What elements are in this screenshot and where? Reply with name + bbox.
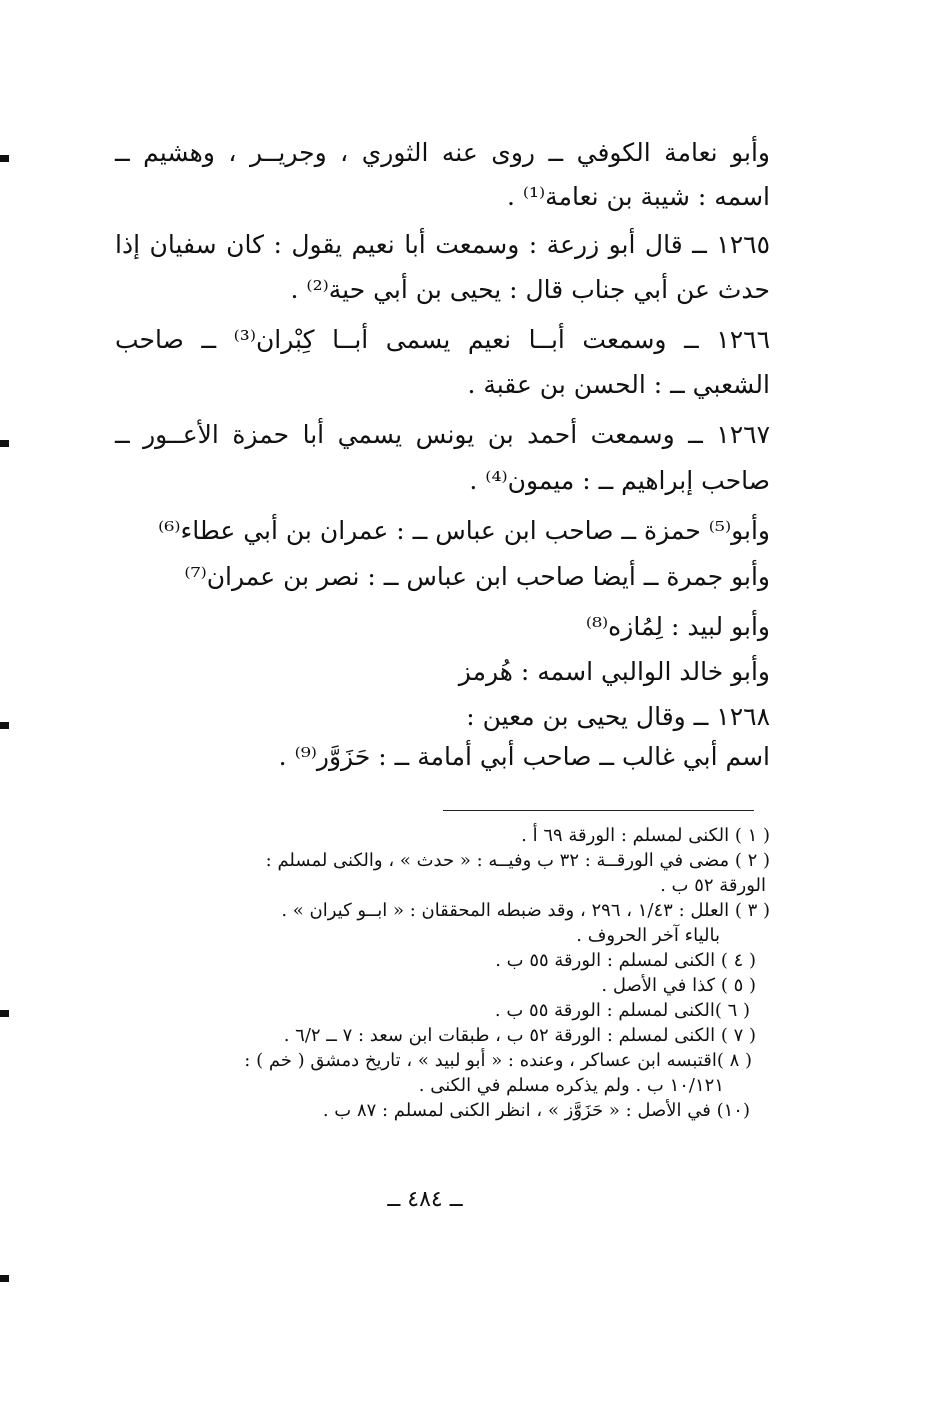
text-line: وأبو خالد الوالبي اسمه : هُرمز — [458, 657, 770, 686]
margin-mark — [0, 155, 9, 162]
footnote-line: بالياء آخر الحروف . — [576, 925, 720, 946]
text-line: الشعبي ــ : الحسن بن عقبة . — [467, 370, 770, 399]
text-line: وأبو جمرة ــ أيضا صاحب ابن عباس ــ : نصر بن عمران⁽⁷⁾ — [184, 562, 770, 591]
footnote-line: ( ٨ )اقتبسه ابن عساكر ، وعنده : « أبو لبيد » ، تاريخ دمشق ( خم ) : — [244, 1050, 752, 1071]
footnote-line: الورقة ٥٢ ب . — [660, 875, 766, 896]
margin-mark — [0, 440, 9, 447]
text-line: اسمه : شيبة بن نعامة⁽¹⁾ . — [506, 182, 770, 211]
footnote-line: ( ٥ ) كذا في الأصل . — [601, 975, 756, 996]
footnote-line: ( ٦ )الكنى لمسلم : الورقة ٥٥ ب . — [494, 1000, 750, 1021]
margin-mark — [0, 722, 9, 729]
footnote-separator — [443, 810, 754, 811]
margin-mark — [0, 1010, 9, 1017]
footnote-line: ١٠/١٢١ ب . ولم يذكره مسلم في الكنى . — [418, 1075, 724, 1096]
page-number: ــ ٤٨٤ ــ — [387, 1187, 463, 1212]
text-line: وأبو لبيد : لِمُازه⁽⁸⁾ — [585, 612, 770, 641]
footnote-line: ( ٧ ) الكنى لمسلم : الورقة ٥٢ ب ، طبقات ابن سعد : ٧ ــ ٦/٢ . — [283, 1025, 756, 1046]
footnote-line: ( ٤ ) الكنى لمسلم : الورقة ٥٥ ب . — [495, 950, 756, 971]
text-line: وأبو⁽⁵⁾ حمزة ــ صاحب ابن عباس ــ : عمران بن أبي عطاء⁽⁶⁾ — [158, 516, 770, 545]
text-line: ١٢٦٦ ــ وسمعت أبــا نعيم يسمى أبــا كِبْران⁽³⁾ ــ صاحب — [115, 325, 771, 354]
footnote-line: (١٠) في الأصل : « حَزَوَّز » ، انظر الكنى لمسلم : ٨٧ ب . — [322, 1100, 750, 1121]
footnote-line: ( ١ ) الكنى لمسلم : الورقة ٦٩ أ . — [521, 825, 770, 846]
text-line: ١٢٦٧ ــ وسمعت أحمد بن يونس يسمي أبا حمزة الأعــور ــ — [115, 420, 770, 449]
footnote-line: ( ٣ ) العلل : ١/٤٣ ، ٢٩٦ ، وقد ضبطه المحققان : « ابــو كيران » . — [281, 900, 770, 921]
text-line: صاحب إبراهيم ــ : ميمون⁽⁴⁾ . — [469, 466, 770, 495]
margin-mark — [0, 1275, 9, 1282]
text-line: اسم أبي غالب ــ صاحب أبي أمامة ــ : حَزَوَّر⁽⁹⁾ . — [278, 742, 770, 771]
text-line: وأبو نعامة الكوفي ــ روى عنه الثوري ، وجريــر ، وهشيم ــ — [115, 138, 770, 167]
text-line: ١٢٦٨ ــ وقال يحيى بن معين : — [466, 702, 770, 731]
text-line: حدث عن أبي جناب قال : يحيى بن أبي حية⁽²⁾ . — [290, 275, 770, 304]
footnote-line: ( ٢ ) مضى في الورقــة : ٣٢ ب وفيــه : « حدث » ، والكنى لمسلم : — [265, 850, 770, 871]
text-line: ١٢٦٥ ــ قال أبو زرعة : وسمعت أبا نعيم يقول : كان سفيان إذا — [115, 230, 770, 259]
